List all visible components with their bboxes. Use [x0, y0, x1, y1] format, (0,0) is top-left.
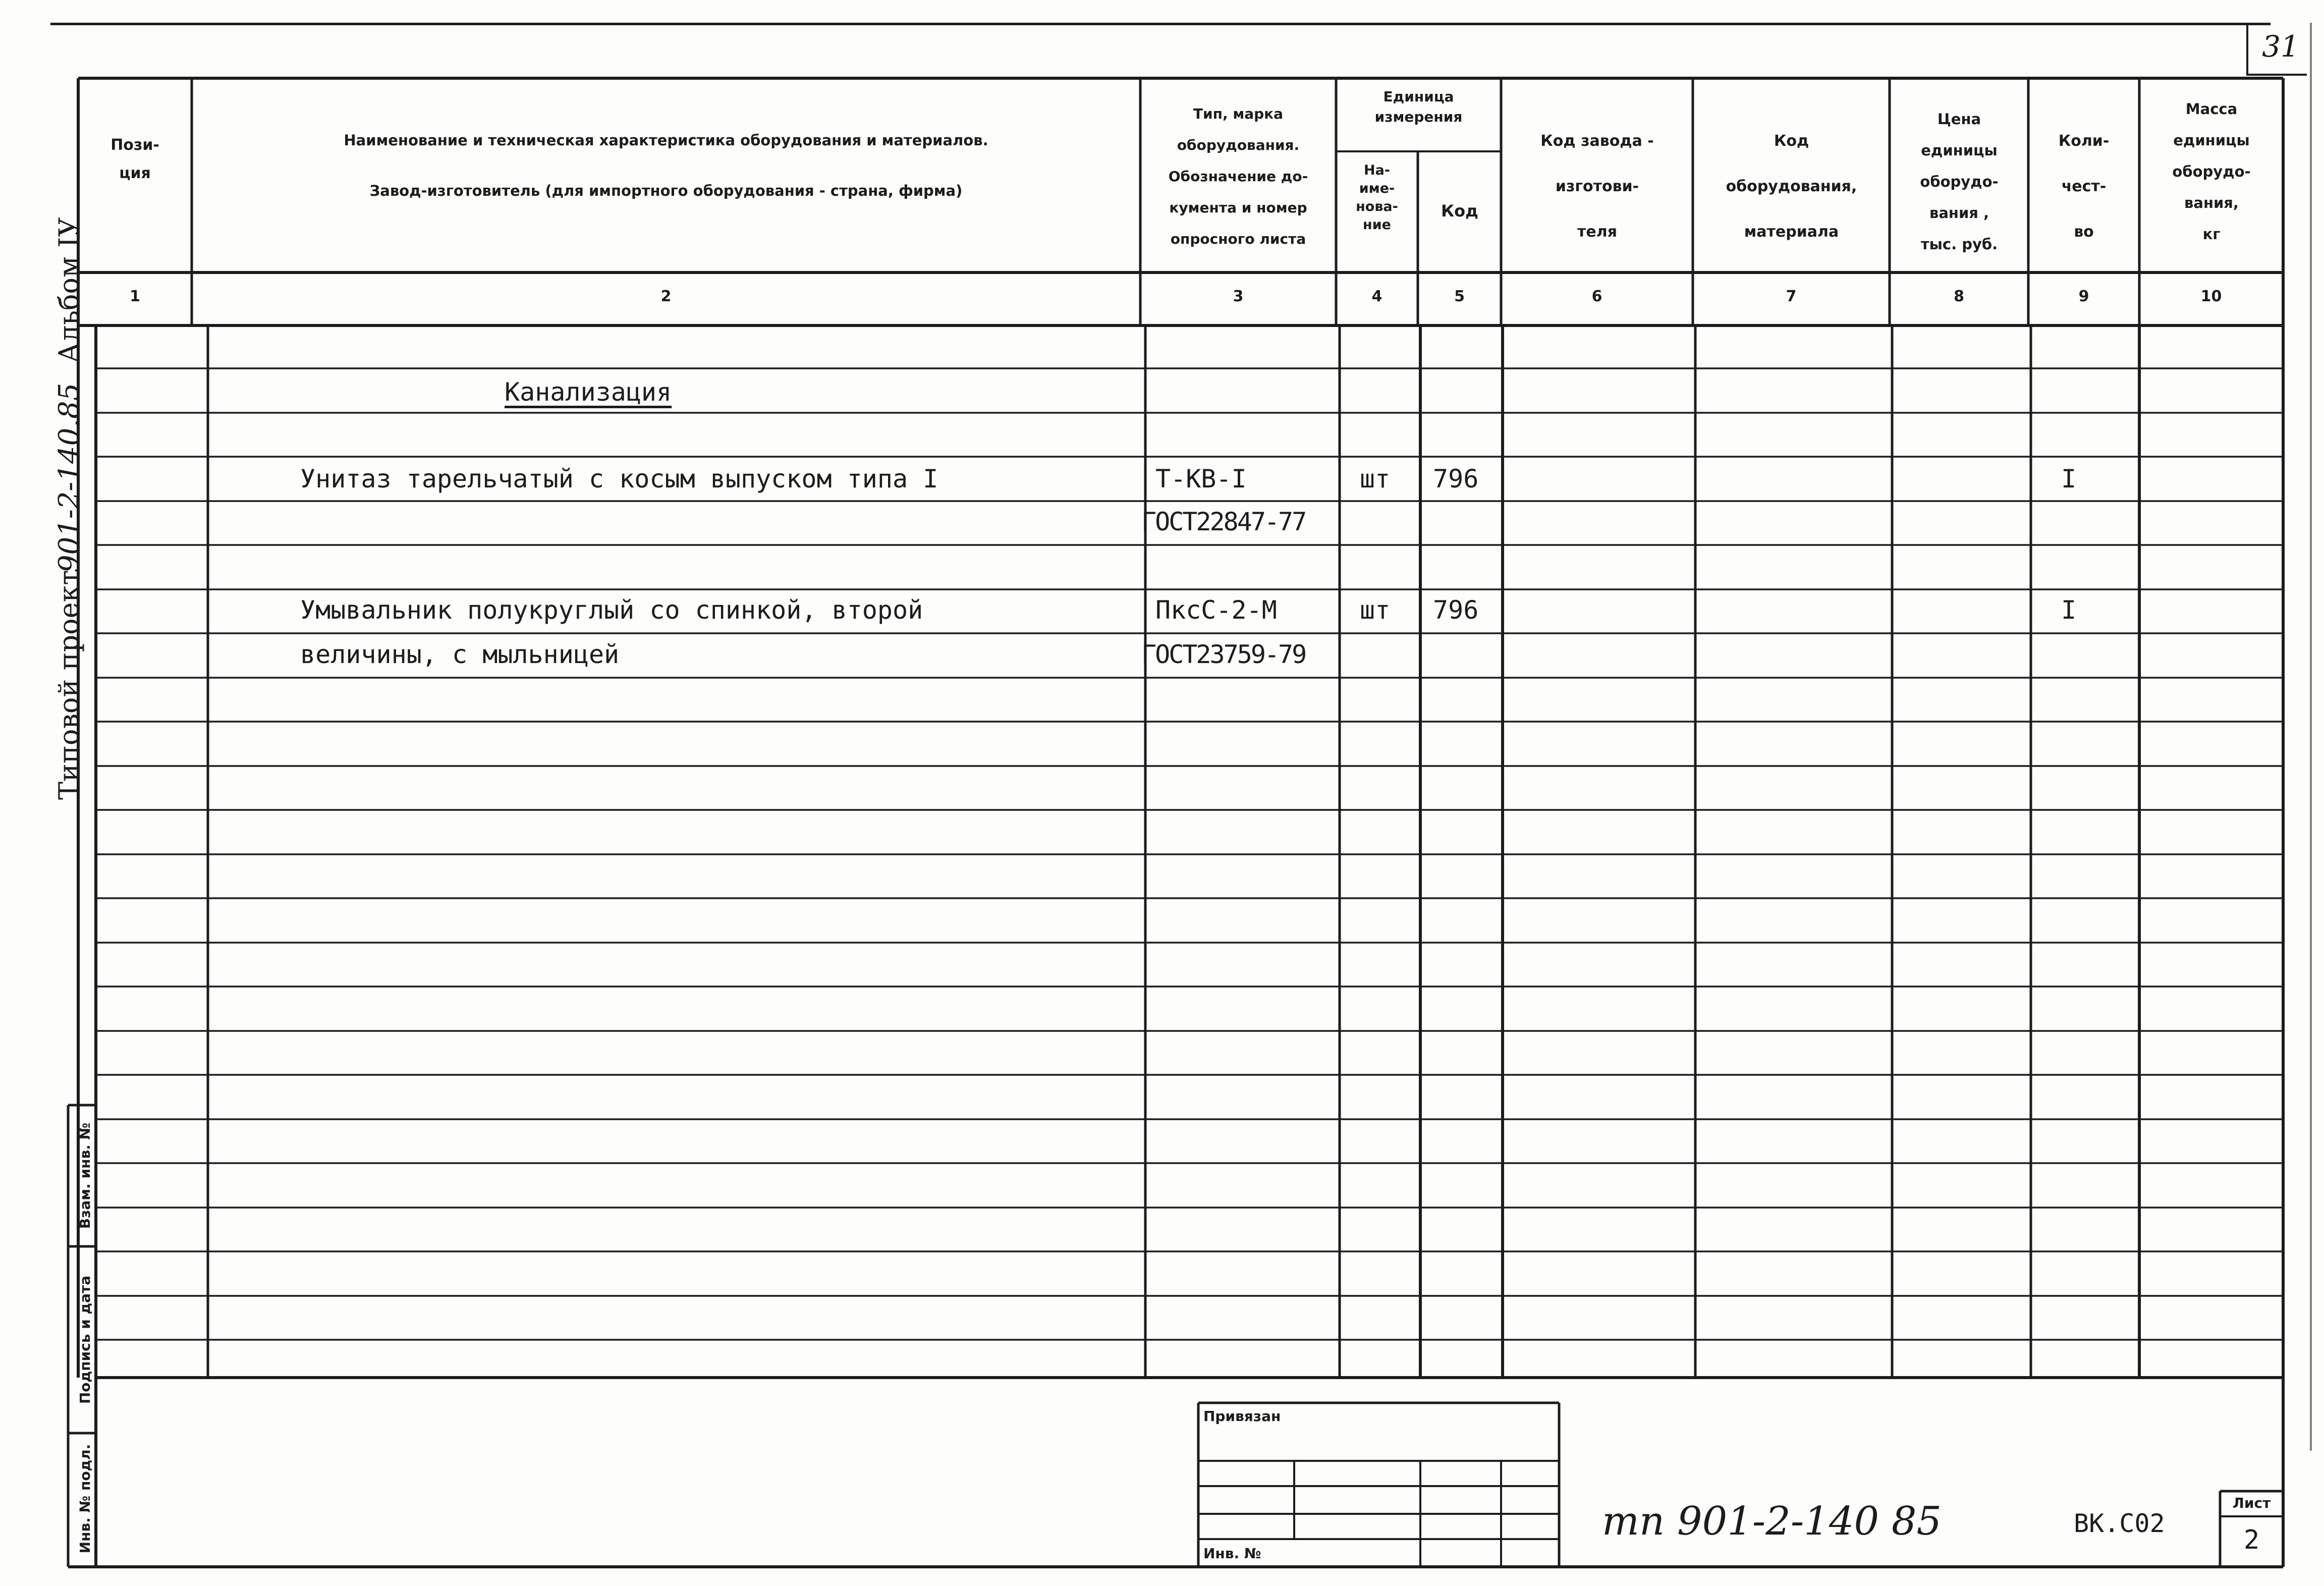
col-header-plant-code: Код завода - изготови- теля [1540, 132, 1654, 241]
col-number-9: 9 [2078, 288, 2089, 305]
col-header-position: Пози- ция [110, 136, 159, 182]
sheet-corner-number: 31 [2262, 29, 2299, 64]
item-1-name: Унитаз тарельчатый с косым выпуском типа I [300, 464, 938, 494]
album-label: Альбом IУ [53, 217, 85, 363]
item-2-qty: I [2061, 595, 2077, 625]
sheet-number: 2 [2243, 1525, 2260, 1555]
col-header-qty: Коли- чест- во [2058, 132, 2110, 241]
project-number-label: 901-2-140.85 [53, 382, 86, 573]
sheet-label: Лист [2232, 1495, 2271, 1511]
item-2-name-line1: Умывальник полукруглый со спинкой, второй [300, 595, 923, 625]
col-number-2: 2 [660, 288, 672, 305]
col-header-mass: Масса единицы оборудо- вания, кг [2172, 100, 2251, 243]
col-number-1: 1 [130, 288, 140, 305]
item-1-type: Т-КВ-I [1155, 464, 1247, 494]
item-1-code: 796 [1433, 464, 1479, 494]
col-header-unit-name: На- име- нова- ние [1356, 162, 1398, 233]
col-number-7: 7 [1786, 288, 1797, 305]
col-number-10: 10 [2200, 288, 2222, 305]
col-header-unit-group: Единица измерения [1374, 88, 1463, 125]
item-2-type-doc: ГОСТ23759-79 [1141, 640, 1306, 669]
margin-label-signature-date: Подпись и дата [77, 1275, 93, 1404]
col-header-type: Тип, марка оборудования. Обозначение до- кумента и номер опросного листа [1168, 105, 1308, 247]
margin-label-inv-no: Взам. инв. № [77, 1122, 93, 1229]
col-number-5: 5 [1454, 288, 1465, 305]
item-1-unit: шт [1360, 464, 1391, 494]
col-header-unit-code: Код [1441, 201, 1478, 221]
item-2-type: ПкcС-2-М [1155, 595, 1277, 625]
col-header-name-line2: Завод-изготовитель (для импортного оборудования - страна, фирма) [369, 182, 963, 199]
col-number-4: 4 [1371, 288, 1382, 305]
doc-code: ВК.С02 [2074, 1509, 2165, 1538]
col-number-3: 3 [1233, 288, 1244, 305]
col-header-equip-code: Код оборудования, материала [1726, 132, 1857, 241]
margin-label-inv-no-original: Инв. № подл. [77, 1444, 93, 1554]
item-2-code: 796 [1433, 595, 1479, 625]
col-number-8: 8 [1954, 288, 1964, 305]
item-1-qty: I [2061, 464, 2077, 494]
typical-project-label: Типовой проект [53, 570, 85, 800]
item-2-name-line2: величины, с мыльницей [300, 640, 620, 669]
project-code: тп 901-2-140 85 [1602, 1499, 1942, 1544]
col-number-6: 6 [1591, 288, 1602, 305]
col-header-name-line1: Наименование и техническая характеристика оборудования и материалов. [344, 132, 988, 149]
col-header-price: Цена единицы оборудо- вания , тыс. руб. [1920, 111, 1999, 253]
privyazan-label: Привязан [1203, 1408, 1281, 1425]
item-2-unit: шт [1360, 595, 1391, 625]
section-title: Канализация [505, 377, 672, 407]
item-1-type-doc: ГОСТ22847-77 [1141, 507, 1306, 536]
title-inv-no-label: Инв. № [1203, 1545, 1261, 1562]
